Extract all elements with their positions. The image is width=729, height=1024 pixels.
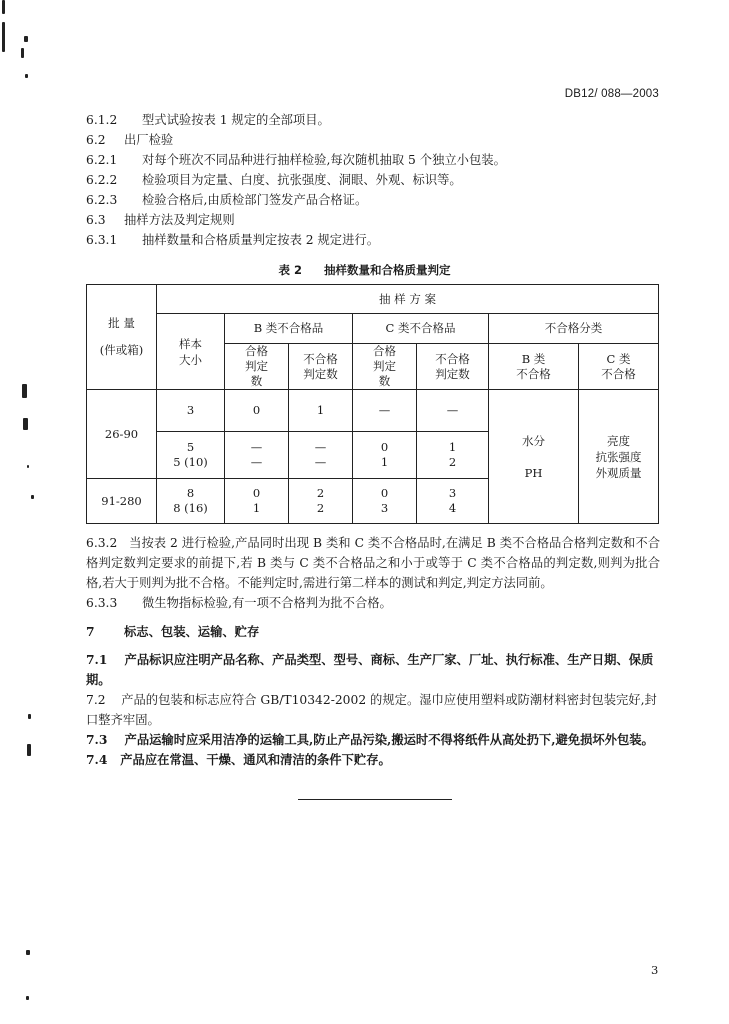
clause-number: 6.2.3	[86, 193, 118, 207]
batch-91-280: 91-280	[87, 479, 157, 524]
clause-text: 型式试验按表 1 规定的全部项目。	[142, 113, 330, 127]
clause-number: 6.3.2	[86, 536, 118, 550]
section-number: 7	[86, 624, 95, 639]
header-c-reject	[417, 344, 489, 390]
clause-6-2-3	[86, 190, 664, 210]
header-b-class	[489, 344, 579, 390]
header-c-accept	[353, 344, 417, 390]
clause-text: 产品应在常温、干燥、通风和清洁的条件下贮存。	[120, 752, 391, 767]
clause-6-2-1	[86, 150, 664, 170]
b-class-items: 水分 PH	[489, 390, 579, 524]
header-c-accept-label: 合格判定数	[373, 344, 396, 388]
header-b-accept	[225, 344, 289, 390]
table-label: 表 2	[278, 263, 302, 277]
clause-number: 6.2	[86, 133, 106, 147]
cell-b-accept: 0 1	[225, 479, 289, 524]
clause-number: 7.3	[86, 732, 108, 747]
header-b-unqualified: B 类不合格品	[225, 314, 353, 344]
header-b-accept-label: 合格判定数	[245, 344, 268, 388]
cell-b-accept: — —	[225, 432, 289, 479]
clause-number: 7.4	[86, 752, 108, 767]
header-c-class-label: C 类	[606, 351, 631, 366]
section-7-heading	[86, 622, 664, 642]
header-batch-label: 批 量	[108, 316, 135, 330]
clause-7-1	[86, 650, 664, 690]
cell-b-accept: 0	[225, 390, 289, 432]
header-c-reject-label: 不合格判定数	[435, 351, 470, 381]
header-sample-size	[157, 314, 225, 390]
header-sample-size-label: 样本大小	[179, 336, 202, 367]
cell-sample-size: 5 5 (10)	[157, 432, 225, 479]
c-class-items: 亮度 抗张强度 外观质量	[579, 390, 659, 524]
clause-text: 检验项目为定量、白度、抗张强度、洞眼、外观、标识等。	[142, 173, 462, 187]
cell-b-reject: 1	[289, 390, 353, 432]
section-7-body	[86, 650, 664, 770]
clause-number: 6.3	[86, 213, 106, 227]
header-b-class-label: B 类	[521, 351, 546, 366]
header-c-class	[579, 344, 659, 390]
clause-number: 6.1.2	[86, 113, 118, 127]
header-b-reject-label: 不合格判定数	[303, 351, 338, 381]
clause-7-4	[86, 750, 664, 770]
clause-6-3	[86, 210, 664, 230]
clause-number: 7.1	[86, 652, 108, 667]
end-rule	[298, 799, 452, 800]
header-unqualified-class: 不合格分类	[489, 314, 659, 344]
header-batch	[87, 285, 157, 390]
cell-b-reject: 2 2	[289, 479, 353, 524]
cell-b-reject: — —	[289, 432, 353, 479]
page-number: 3	[651, 963, 659, 977]
section-title: 标志、包装、运输、贮存	[124, 624, 260, 639]
clause-text: 当按表 2 进行检验,产品同时出现 B 类和 C 类不合格品时,在满足 B 类不合格品合格判定数和不合格判定数判定要求的前提下,若 B 类与 C 类不合格品之和小于或等于 C 类不合格品的判定数,则判为批合格,若大于则判为批不合格。不能判定时,需进行第二样本的测试和判定,判定方法同前。	[86, 536, 660, 590]
clause-7-3	[86, 730, 664, 750]
batch-26-90: 26-90	[87, 390, 157, 479]
table-caption	[0, 262, 729, 278]
cell-c-accept: 0 3	[353, 479, 417, 524]
clause-text: 抽样方法及判定规则	[124, 213, 235, 227]
clause-number: 6.3.1	[86, 233, 118, 247]
cell-c-accept: —	[353, 390, 417, 432]
header-batch-unit: (件或箱)	[99, 343, 144, 357]
header-b-class-sub: 不合格	[516, 366, 551, 381]
clause-text: 抽样数量和合格质量判定按表 2 规定进行。	[142, 233, 379, 247]
header-scheme: 抽 样 方 案	[157, 285, 659, 314]
clause-text: 产品运输时应采用洁净的运输工具,防止产品污染,搬运时不得将纸件从高处扔下,避免损坏外包装。	[124, 732, 654, 747]
cell-sample-size: 8 8 (16)	[157, 479, 225, 524]
clause-7-2	[86, 690, 664, 730]
clause-number: 6.2.2	[86, 173, 118, 187]
clause-text: 产品标识应注明产品名称、产品类型、型号、商标、生产厂家、厂址、执行标准、生产日期、保质期。	[86, 652, 654, 687]
table-title: 抽样数量和合格质量判定	[324, 263, 451, 277]
document-code: DB12/ 088—2003	[564, 88, 659, 100]
cell-c-reject: —	[417, 390, 489, 432]
clause-6-3-1	[86, 230, 664, 250]
clause-text: 对每个班次不同品种进行抽样检验,每次随机抽取 5 个独立小包装。	[142, 153, 506, 167]
cell-sample-size: 3	[157, 390, 225, 432]
clause-6-3-2	[86, 533, 660, 593]
cell-c-accept: 0 1	[353, 432, 417, 479]
header-b-reject	[289, 344, 353, 390]
clause-text: 产品的包装和标志应符合 GB/T10342-2002 的规定。湿巾应使用塑料或防潮材料密封包装完好,封口整齐牢固。	[86, 693, 657, 727]
clause-number: 6.3.3	[86, 596, 118, 610]
clause-6-2	[86, 130, 664, 150]
header-c-unqualified: C 类不合格品	[353, 314, 489, 344]
cell-c-reject: 3 4	[417, 479, 489, 524]
cell-c-reject: 1 2	[417, 432, 489, 479]
clause-text: 微生物指标检验,有一项不合格判为批不合格。	[142, 596, 392, 610]
clause-text: 检验合格后,由质检部门签发产品合格证。	[142, 193, 368, 207]
clause-6-2-2	[86, 170, 664, 190]
header-c-class-sub: 不合格	[601, 366, 636, 381]
clause-number: 7.2	[86, 693, 106, 707]
clause-number: 6.2.1	[86, 153, 118, 167]
clause-6-3-3	[86, 593, 664, 613]
clause-6-1-2	[86, 110, 664, 130]
clause-text: 出厂检验	[124, 133, 174, 147]
sampling-table	[86, 284, 659, 524]
